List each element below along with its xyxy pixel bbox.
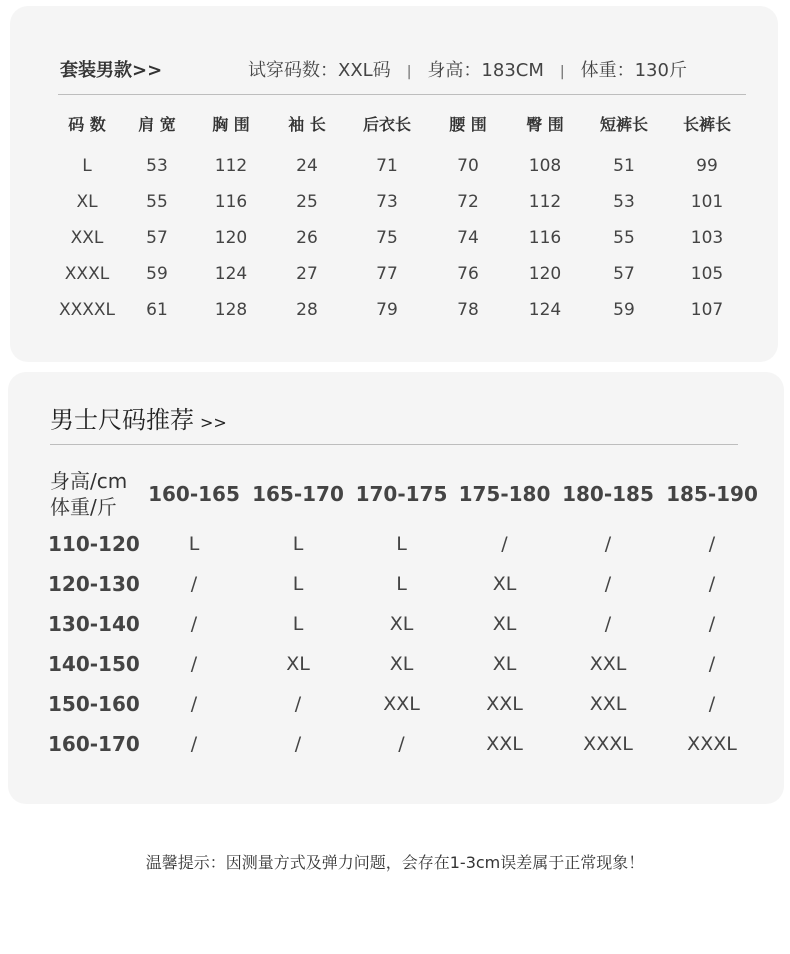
recommended-size-cell: / xyxy=(708,653,716,675)
recommended-size-cell: / xyxy=(190,653,198,675)
recommended-size-cell: / xyxy=(604,533,612,555)
corner-weight-label: 体重/斤 xyxy=(50,495,117,519)
measure-cell: 103 xyxy=(690,228,724,248)
measure-cell: 59 xyxy=(146,264,168,284)
table-row xyxy=(44,724,764,764)
size-label-cell: L xyxy=(82,156,92,176)
height-range-header: 175-180 xyxy=(458,482,551,506)
recommended-size-cell: / xyxy=(708,693,716,715)
fit-size: 试穿码数：XXL码 xyxy=(248,60,391,81)
size-header-cell: 长裤长 xyxy=(682,114,731,134)
recommended-size-cell: XXXL xyxy=(687,733,737,755)
measure-cell: 55 xyxy=(613,228,635,248)
recommended-size-cell: XL xyxy=(492,653,517,675)
recommended-size-cell: / xyxy=(604,573,612,595)
table-row xyxy=(44,524,764,564)
recommended-size-cell: XL xyxy=(492,573,517,595)
recommended-size-cell: XXL xyxy=(486,693,523,715)
size-chart-table xyxy=(54,106,748,328)
height-range-header: 160-165 xyxy=(148,482,240,506)
recommended-size-cell: XXL xyxy=(383,693,420,715)
recommended-size-cell: L xyxy=(396,533,407,555)
measure-cell: 72 xyxy=(457,192,479,212)
recommended-size-cell: XXL xyxy=(589,693,627,715)
table-row xyxy=(44,644,764,684)
measure-cell: 53 xyxy=(613,192,635,212)
recommended-size-cell: / xyxy=(190,573,198,595)
corner-height-label: 身高/cm xyxy=(50,469,128,493)
size-header-cell: 袖 长 xyxy=(288,114,326,134)
recommended-size-cell: / xyxy=(190,693,198,715)
recommended-size-cell: L xyxy=(292,533,304,555)
set-section-title: 套装男款>> xyxy=(60,60,163,81)
recommend-title-text: 男士尺码推荐 xyxy=(50,406,194,434)
size-header-cell: 短裤长 xyxy=(599,114,648,134)
measure-cell: 28 xyxy=(296,300,318,320)
table-row xyxy=(44,684,764,724)
measure-cell: 55 xyxy=(146,192,168,212)
measure-cell: 79 xyxy=(376,300,398,320)
table-row xyxy=(54,256,748,292)
recommended-size-cell: / xyxy=(708,573,716,595)
measure-cell: 76 xyxy=(457,264,479,284)
recommended-size-cell: / xyxy=(604,613,612,635)
measure-cell: 112 xyxy=(528,192,562,212)
measure-cell: 116 xyxy=(528,228,562,248)
model-weight: 体重：130斤 xyxy=(580,60,687,81)
recommended-size-cell: / xyxy=(190,733,198,755)
recommended-size-cell: L xyxy=(292,613,304,635)
measure-cell: 99 xyxy=(696,156,718,176)
recommended-size-cell: / xyxy=(294,693,302,715)
recommend-table xyxy=(44,464,764,764)
measure-cell: 116 xyxy=(214,192,248,212)
table-row xyxy=(54,140,748,184)
measure-cell: 124 xyxy=(528,300,562,320)
measure-cell: 27 xyxy=(296,264,318,284)
weight-range-cell: 120-130 xyxy=(48,572,140,596)
recommended-size-cell: XXXL xyxy=(583,733,633,755)
measure-cell: 25 xyxy=(296,192,318,212)
measure-cell: 105 xyxy=(690,264,724,284)
table-row xyxy=(54,292,748,328)
measure-cell: 26 xyxy=(296,228,318,248)
measure-cell: 75 xyxy=(376,228,398,248)
measure-cell: 124 xyxy=(214,264,248,284)
separator: | xyxy=(559,64,565,80)
recommended-size-cell: XL xyxy=(286,653,310,675)
measure-cell: 74 xyxy=(457,228,479,248)
size-label-cell: XXXL xyxy=(64,264,110,284)
recommended-size-cell: / xyxy=(708,613,716,635)
recommended-size-cell: L xyxy=(292,573,304,595)
weight-range-cell: 130-140 xyxy=(48,612,140,636)
weight-range-cell: 140-150 xyxy=(48,652,140,676)
weight-range-cell: 160-170 xyxy=(48,732,140,756)
table-row xyxy=(54,184,748,220)
size-recommend-card xyxy=(8,372,784,804)
size-header-cell: 胸 围 xyxy=(212,114,250,134)
measure-cell: 57 xyxy=(146,228,168,248)
measure-cell: 128 xyxy=(214,300,248,320)
recommended-size-cell: / xyxy=(190,613,198,635)
table-row xyxy=(44,604,764,644)
recommended-size-cell: XXL xyxy=(589,653,627,675)
size-header-cell: 腰 围 xyxy=(449,114,487,134)
measure-cell: 78 xyxy=(457,300,479,320)
size-header-cell: 肩 宽 xyxy=(138,114,176,134)
height-range-header: 180-185 xyxy=(562,482,654,506)
height-range-header: 170-175 xyxy=(355,482,448,506)
recommended-size-cell: / xyxy=(501,533,508,555)
measure-cell: 120 xyxy=(528,264,562,284)
recommend-section-title xyxy=(50,400,227,435)
recommended-size-cell: / xyxy=(708,533,716,555)
separator: | xyxy=(406,64,412,80)
measure-cell: 70 xyxy=(457,156,479,176)
size-label-cell: XXL xyxy=(70,228,104,248)
recommend-title-arrows: >> xyxy=(200,413,227,432)
recommended-size-cell: L xyxy=(396,573,407,595)
size-label-cell: XL xyxy=(76,192,98,212)
measure-cell: 73 xyxy=(376,192,398,212)
recommended-size-cell: XL xyxy=(389,613,414,635)
size-header-cell: 后衣长 xyxy=(362,114,411,134)
measure-cell: 59 xyxy=(613,300,635,320)
weight-range-cell: 150-160 xyxy=(48,692,140,716)
measure-cell: 107 xyxy=(690,300,724,320)
divider xyxy=(58,94,746,95)
measure-cell: 77 xyxy=(376,264,398,284)
measure-cell: 112 xyxy=(214,156,248,176)
measure-cell: 24 xyxy=(296,156,318,176)
recommended-size-cell: XXL xyxy=(486,733,523,755)
measure-cell: 71 xyxy=(376,156,398,176)
recommended-size-cell: / xyxy=(294,733,302,755)
recommended-size-cell: L xyxy=(188,533,200,555)
recommended-size-cell: XL xyxy=(492,613,517,635)
size-header-cell: 臀 围 xyxy=(526,114,564,134)
size-label-cell: XXXXL xyxy=(58,300,116,320)
measure-cell: 57 xyxy=(613,264,635,284)
model-height: 身高：183CM xyxy=(427,60,544,81)
table-row xyxy=(54,220,748,256)
corner-header xyxy=(44,464,142,524)
measure-cell: 51 xyxy=(613,156,635,176)
measure-cell: 120 xyxy=(214,228,248,248)
height-range-header: 185-190 xyxy=(666,482,758,506)
measure-cell: 53 xyxy=(146,156,168,176)
tip-text: 温馨提示：因测量方式及弹力问题，会存在1-3cm误差属于正常现象！ xyxy=(145,853,645,872)
weight-range-cell: 110-120 xyxy=(48,532,140,556)
size-header-cell: 码 数 xyxy=(68,114,106,134)
table-row xyxy=(44,564,764,604)
measure-cell: 101 xyxy=(690,192,724,212)
recommended-size-cell: / xyxy=(398,733,405,755)
height-range-header: 165-170 xyxy=(252,482,344,506)
measure-cell: 108 xyxy=(528,156,562,176)
divider xyxy=(50,444,738,445)
set-size-card xyxy=(10,6,778,362)
recommended-size-cell: XL xyxy=(389,653,414,675)
fit-info xyxy=(248,56,687,82)
measure-cell: 61 xyxy=(146,300,168,320)
